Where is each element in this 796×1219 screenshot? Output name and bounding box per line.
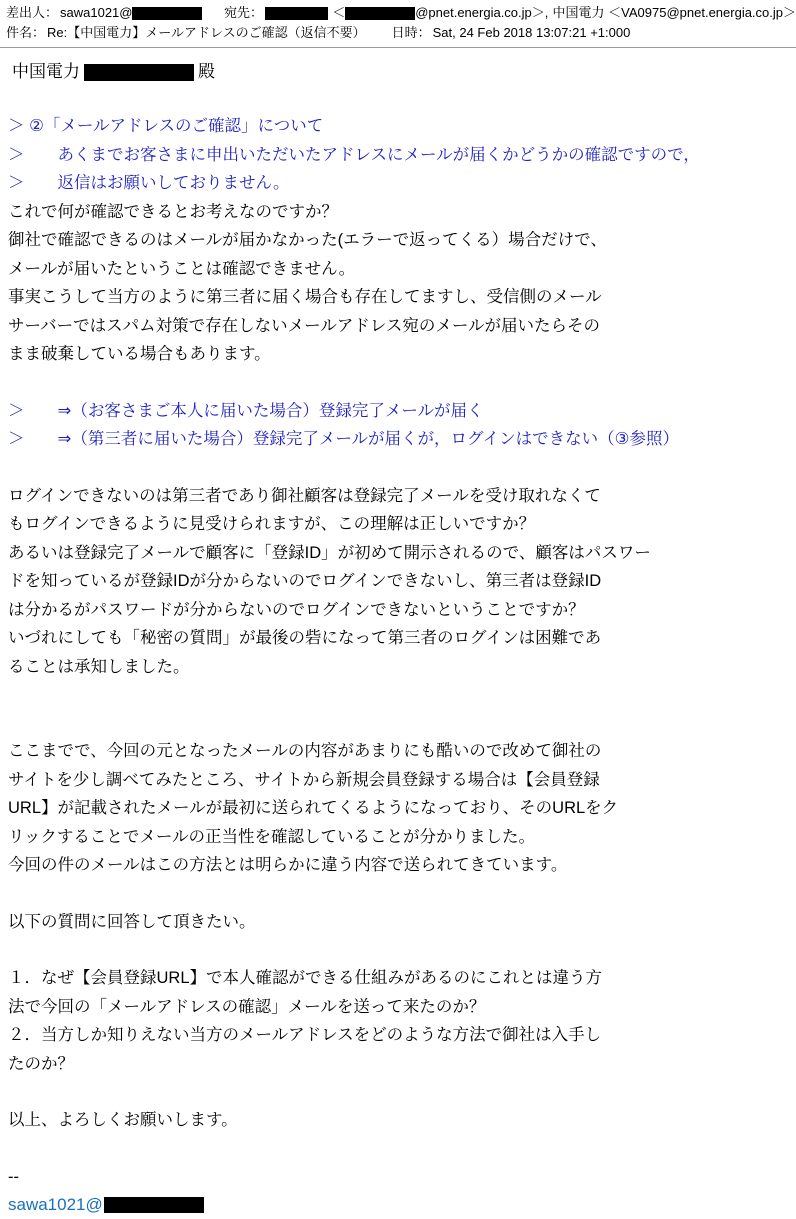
body-line: URL】が記載されたメールが最初に送られてくるようになっており、そのURLをク	[8, 799, 619, 817]
body-line: サイトを少し調べてみたところ、サイトから新規会員登録する場合は【会員登録	[8, 770, 600, 789]
body-line: 事実こうして当方のように第三者に届く場合も存在してますし、受信側のメール	[8, 288, 602, 306]
body-line: 今回の件のメールはこの方法とは明らかに違う内容で送られてきています。	[8, 856, 568, 874]
body-spacer-7	[8, 936, 796, 964]
paragraph-5	[8, 964, 796, 1078]
paragraph-6	[8, 1106, 796, 1135]
body-line: 以下の質問に回答して頂きたい。	[8, 912, 256, 931]
paragraph-2	[8, 482, 796, 682]
body-spacer-5	[8, 709, 796, 737]
redaction-to-name	[265, 7, 328, 20]
body-spacer-6	[8, 880, 796, 908]
body-line: ドを知っているが登録IDが分からないのでログインできないし、第三者は登録ID	[8, 572, 602, 590]
body-spacer-3	[8, 454, 796, 482]
body-line: もログインできるように見受けられますが、この理解は正しいですか？	[8, 515, 536, 533]
paragraph-3	[8, 737, 796, 880]
body-line: 御社で確認できるのはメールが届かなかった(エラーで返ってくる）場合だけで、	[8, 231, 607, 249]
subject-value: Re:【中国電力】メールアドレスのご確認（返信不要）	[47, 25, 366, 40]
body-line: サーバーではスパム対策で存在しないメールアドレス宛のメールが届いたらその	[8, 316, 601, 335]
redaction-signature-domain	[104, 1197, 204, 1213]
body-spacer-8	[8, 1078, 796, 1106]
paragraph-4	[8, 908, 796, 937]
email-header	[0, 0, 796, 48]
from-value: sawa1021@	[60, 5, 133, 20]
body-spacer-1	[8, 98, 796, 112]
quote-line: ＞ 返信はお願いしておりません。	[8, 174, 290, 192]
body-line: たのか？	[8, 1054, 74, 1073]
body-spacer-4	[8, 681, 796, 709]
email-body	[0, 48, 796, 1219]
body-line: 法で今回の「メールアドレスの確認」メールを送って来たのか？	[8, 997, 486, 1016]
body-spacer-2	[8, 369, 796, 397]
to-domain: @pnet.energia.co.jp＞,	[415, 5, 549, 20]
body-line: ログインできないのは第三者であり御社顧客は登録完了メールを受け取れなくて	[8, 486, 601, 505]
body-line: いづれにしても「秘密の質問」が最後の砦になって第三者のログインは困難であ	[8, 629, 602, 647]
signature-block	[8, 1163, 796, 1219]
signature-separator: --	[8, 1167, 19, 1186]
body-line: あるいは登録完了メールで顧客に「登録ID」が初めて開示されるので、顧客はパスワー	[8, 543, 651, 562]
redaction-from-domain	[132, 7, 202, 20]
greeting-company: 中国電力	[12, 62, 80, 81]
quote-block-1	[8, 112, 796, 198]
quote-block-2	[8, 397, 796, 454]
body-spacer-9	[8, 1135, 796, 1163]
date-label: 日時：	[391, 25, 431, 40]
body-line: １．なぜ【会員登録URL】で本人確認ができる仕組みがあるのにこれとは違う方	[8, 969, 603, 987]
redaction-greeting-name	[84, 64, 194, 81]
signature-email-link[interactable]	[8, 1191, 796, 1219]
body-line: 以上、よろしくお願いします。	[8, 1111, 238, 1129]
quote-line: ＞ ⇒（第三者に届いた場合）登録完了メールが届くが，ログインはできない（③参照）	[8, 430, 679, 448]
from-label: 差出人：	[6, 5, 59, 20]
header-row-subject-date	[0, 23, 796, 43]
body-line: ることは承知しました。	[8, 657, 190, 676]
quote-line: ＞ ②「メールアドレスのご確認」について	[8, 117, 324, 135]
to-label: 宛先：	[223, 5, 263, 20]
body-line: ２．当方しか知りえない当方のメールアドレスをどのような方法で御社は入手し	[8, 1026, 602, 1044]
subject-label: 件名：	[6, 25, 46, 40]
to-extra-recipient: 中国電力 ＜VA0975@pnet.energia.co.jp＞	[552, 5, 796, 20]
quote-line: ＞ ⇒（お客さまご本人に届いた場合）登録完了メールが届く	[8, 401, 484, 420]
quote-line: ＞ あくまでお客さまに申出いただいたアドレスにメールが届くかどうかの確認ですので，	[8, 145, 700, 164]
body-line: ここまでで、今回の元となったメールの内容があまりにも酷いので改めて御社の	[8, 742, 602, 760]
header-row-from-to	[0, 3, 796, 23]
body-line: まま破棄している場合もあります。	[8, 345, 271, 363]
to-bracket-open: ＜	[332, 5, 346, 20]
body-line: は分かるがパスワードが分からないのでログインできないということですか？	[8, 600, 585, 619]
body-line: メールが届いたということは確認できません。	[8, 259, 356, 278]
redaction-to-address	[345, 7, 415, 20]
body-line: これで何が確認できるとお考えなのですか？	[8, 202, 338, 221]
signature-email-text: sawa1021@	[8, 1194, 103, 1214]
greeting-line	[8, 58, 796, 86]
paragraph-1	[8, 198, 796, 369]
date-value: Sat, 24 Feb 2018 13:07:21 +1:000	[432, 25, 631, 40]
body-line: リックすることでメールの正当性を確認していることが分かりました。	[8, 827, 536, 846]
greeting-suffix: 殿	[198, 62, 215, 81]
